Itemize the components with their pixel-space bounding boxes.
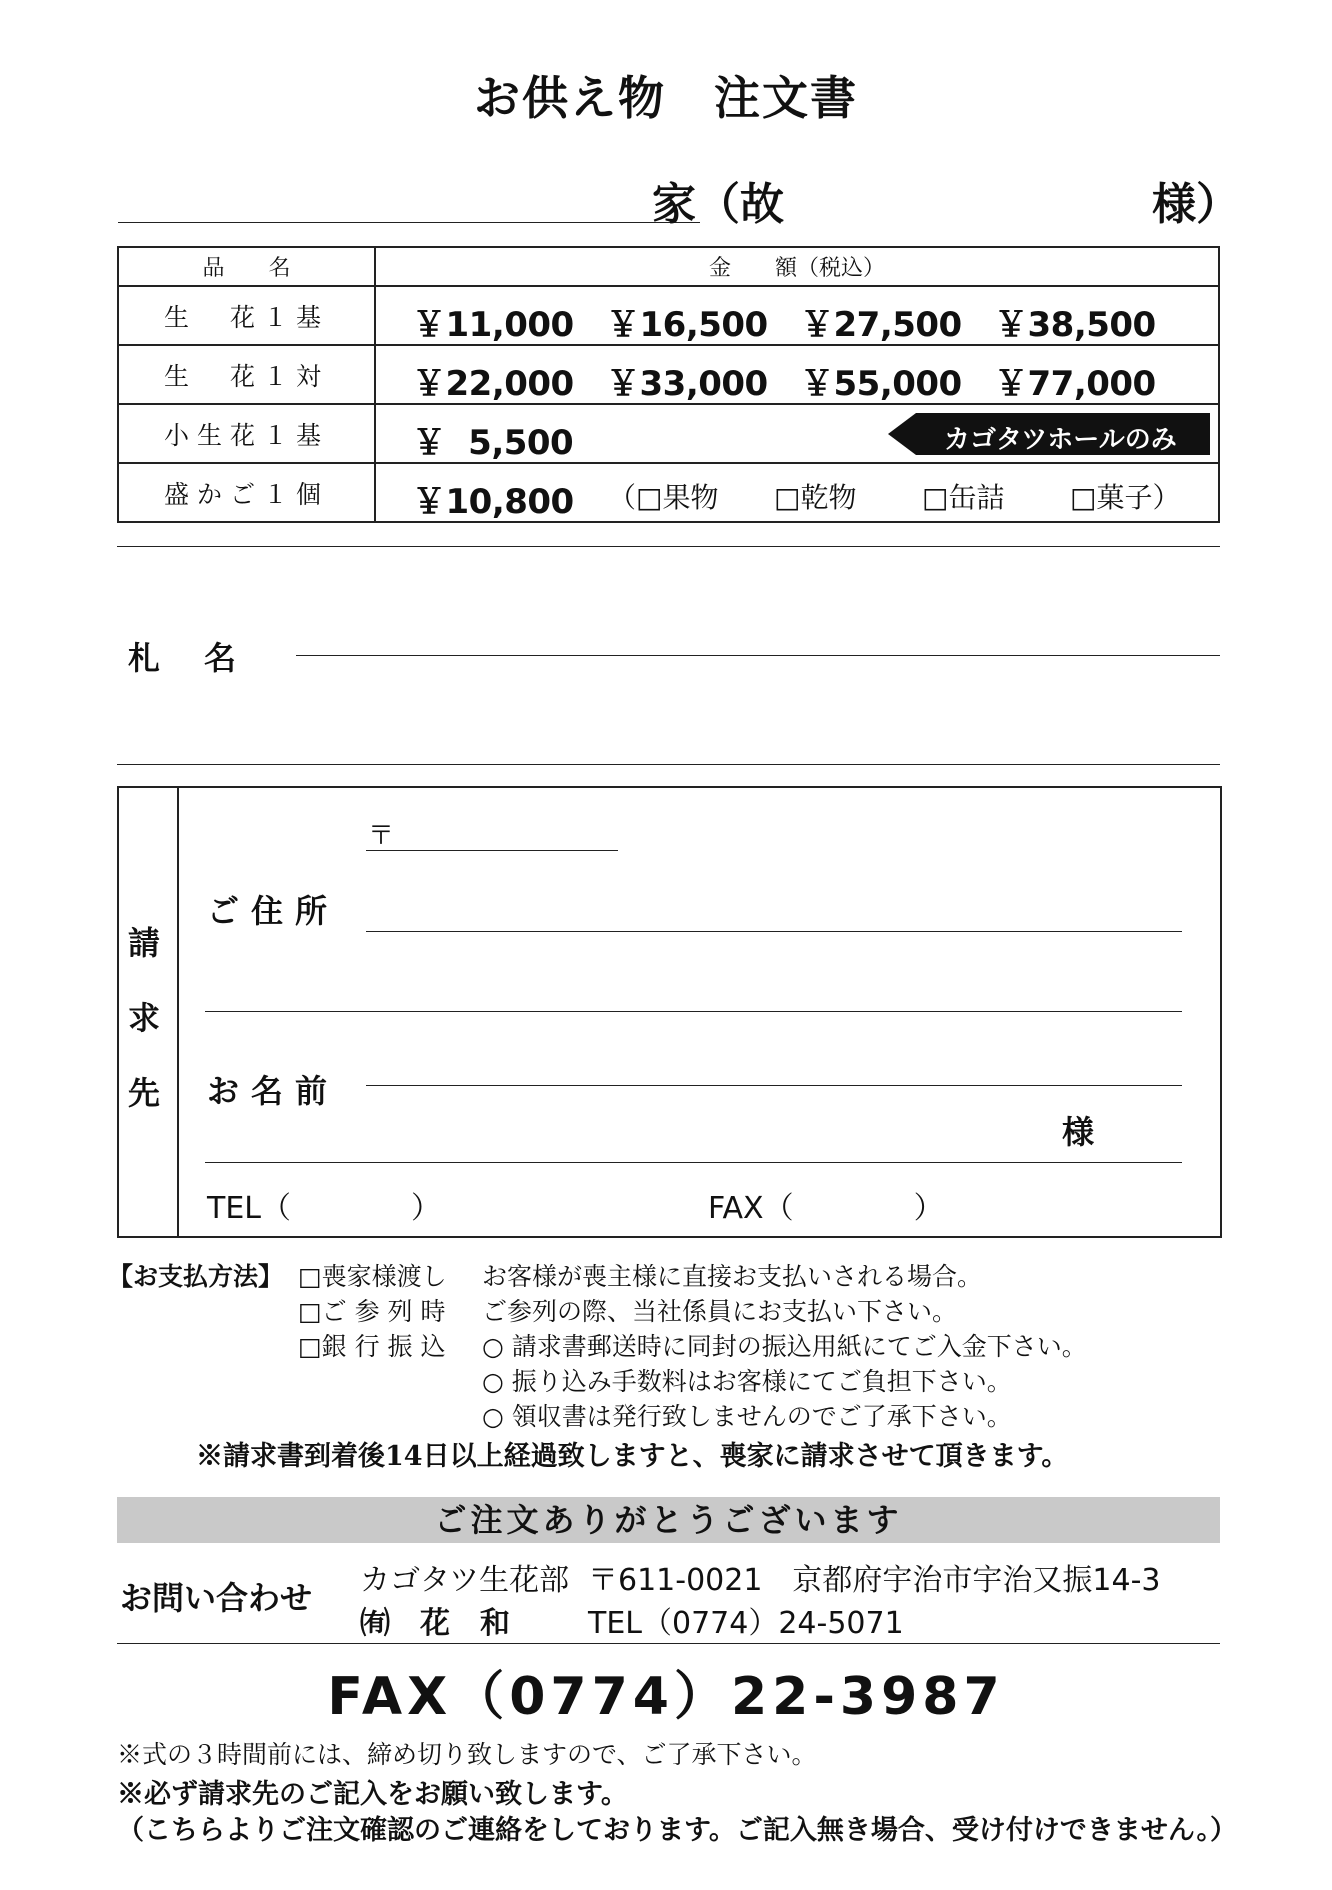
address-field-line2[interactable] <box>205 1011 1182 1012</box>
address-field-line1[interactable] <box>366 931 1182 932</box>
fax-field[interactable]: FAX（ ） <box>708 1191 944 1226</box>
confirmation-note: （こちらよりご注文確認のご連絡をしております。ご記入無き場合、受け付けできません。） <box>117 1815 1237 1846</box>
header-item: 品 名 <box>118 247 375 286</box>
checkbox-dried[interactable]: □乾物 <box>774 481 857 514</box>
fax-number: FAX（0774）22-3987 <box>327 1667 1005 1727</box>
table-row <box>118 286 1219 345</box>
payment-method-desc: お客様が喪主様に直接お支払いされる場合。 <box>482 1262 983 1291</box>
table-row <box>118 404 1219 463</box>
item-name: 生 花１基 <box>118 286 375 345</box>
billing-side-char: 先 <box>128 1074 161 1112</box>
house-ie-label: 家（故 <box>652 179 784 230</box>
header-price: 金 額（税込） <box>375 247 1219 286</box>
postal-mark: 〒 <box>368 821 395 851</box>
billing-box <box>117 786 1222 1238</box>
price-table <box>117 246 1220 523</box>
price-option[interactable]: ￥55,000 <box>800 364 962 404</box>
contact-company: カゴタツ生花部 <box>360 1563 570 1598</box>
payment-method-checkbox[interactable]: □ご 参 列 時 <box>298 1297 446 1326</box>
price-option[interactable]: ￥22,000 <box>412 364 574 404</box>
divider <box>117 546 1220 547</box>
contact-address: 〒611-0021 京都府宇治市宇治又振14-3 <box>588 1563 1161 1598</box>
fuda-input-line[interactable] <box>296 655 1220 656</box>
checkbox-fruit[interactable]: （□果物 <box>608 481 719 514</box>
hall-only-badge <box>888 413 1210 455</box>
billing-required-note: ※必ず請求先のご記入をお願い致します。 <box>117 1779 628 1810</box>
name-field-underline[interactable] <box>205 1162 1182 1163</box>
payment-note: ○ 振り込み手数料はお客様にてご負担下さい。 <box>482 1367 1012 1396</box>
payment-label: 【お支払方法】 <box>108 1262 284 1291</box>
payment-method-checkbox[interactable]: □喪家様渡し <box>298 1262 447 1291</box>
fuda-label: 札名 <box>128 639 281 677</box>
payment-warning: ※請求書到着後14日以上経過致しますと、喪家に請求させて頂きます。 <box>196 1441 1069 1472</box>
price-option[interactable]: ￥11,000 <box>412 305 574 345</box>
payment-note: ○ 領収書は発行致しませんのでご了承下さい。 <box>482 1402 1012 1431</box>
price-table-header <box>118 247 1219 286</box>
billing-side-char: 請 <box>128 924 161 962</box>
price-option[interactable]: ￥33,000 <box>606 364 768 404</box>
price-option[interactable]: ￥38,500 <box>994 305 1156 345</box>
name-label: お名前 <box>207 1072 340 1110</box>
name-sama: 様 <box>1062 1113 1095 1151</box>
page-title: お供え物 注文書 <box>474 71 858 125</box>
checkbox-sweets[interactable]: □菓子） <box>1070 481 1181 514</box>
hall-only-label: カゴタツホールのみ <box>944 425 1177 455</box>
price-option[interactable]: ￥ 5,500 <box>412 423 574 463</box>
house-name-line[interactable] <box>118 222 700 223</box>
thanks-banner: ご注文ありがとうございます <box>117 1497 1220 1543</box>
address-label: ご住所 <box>207 892 340 930</box>
item-name: 生 花１対 <box>118 345 375 404</box>
divider <box>117 764 1220 765</box>
contact-company2: ㈲ 花 和 <box>360 1606 510 1641</box>
item-name: 盛かご１個 <box>118 463 375 522</box>
contact-label: お問い合わせ <box>120 1579 313 1617</box>
payment-method-desc: ご参列の際、当社係員にお支払い下さい。 <box>482 1297 958 1326</box>
house-sama-label: 様） <box>1152 179 1240 230</box>
checkbox-canned[interactable]: □缶詰 <box>922 481 1005 514</box>
divider <box>117 1643 1220 1644</box>
table-row <box>118 345 1219 404</box>
billing-side-char: 求 <box>128 999 161 1037</box>
name-field-line[interactable] <box>366 1085 1182 1086</box>
price-option[interactable]: ￥16,500 <box>606 305 768 345</box>
payment-method-checkbox[interactable]: □銀 行 振 込 <box>298 1332 446 1361</box>
price-option[interactable]: ￥77,000 <box>994 364 1156 404</box>
contact-tel: TEL（0774）24-5071 <box>588 1606 904 1641</box>
table-row <box>118 463 1219 522</box>
postal-code-field[interactable] <box>366 850 618 851</box>
price-option[interactable]: ￥27,500 <box>800 305 962 345</box>
deadline-note: ※式の３時間前には、締め切り致しますので、ご了承下さい。 <box>117 1740 817 1769</box>
tel-field[interactable]: TEL（ ） <box>207 1191 441 1226</box>
payment-method-desc: ○ 請求書郵送時に同封の振込用紙にてご入金下さい。 <box>482 1332 1087 1361</box>
item-name: 小生花１基 <box>118 404 375 463</box>
price-option[interactable]: ￥10,800 <box>412 482 574 522</box>
